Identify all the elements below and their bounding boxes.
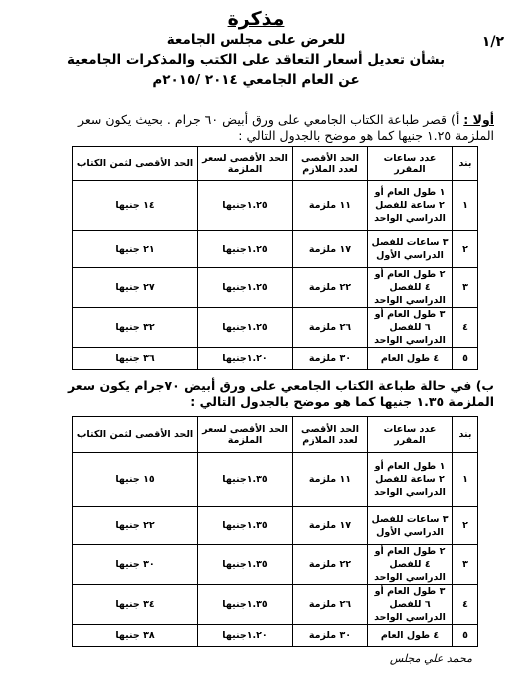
row-sheets: ١٧ ملزمة [293, 507, 368, 545]
row-sheet-price: ١.٢٥جنيها [198, 181, 293, 231]
table-b-header-row [73, 417, 478, 453]
row-sheet-price: ١.٢٥جنيها [198, 231, 293, 268]
table-a [72, 146, 478, 370]
row-sheets: ٢٢ ملزمة [293, 545, 368, 585]
row-book-price: ٣٠ جنيها [73, 545, 198, 585]
table-row [73, 545, 478, 585]
section-b-text: ب) في حالة طباعة الكتاب الجامعي على ورق أبيض ٧٠جرام يكون سعر الملزمة ١.٣٥ جنيها كما هو موضح بالجدول التالي : [67, 378, 494, 409]
col-header-no: بند [453, 417, 478, 453]
table-row [73, 507, 478, 545]
row-hours: ٣ طول العام أو ٦ للفصل الدراسي الواحد [368, 585, 453, 625]
page-corner-mark: ١/٢ [481, 34, 504, 50]
row-no: ١ [453, 181, 478, 231]
row-book-price: ١٤ جنيها [73, 181, 198, 231]
table-row [73, 268, 478, 308]
row-sheets: ١٧ ملزمة [293, 231, 368, 268]
row-sheet-price: ١.٢٠جنيها [198, 348, 293, 370]
row-hours: ٤ طول العام [368, 625, 453, 647]
row-sheet-price: ١.٢٥جنيها [198, 308, 293, 348]
row-book-price: ٣٦ جنيها [73, 348, 198, 370]
row-sheet-price: ١.٣٥جنيها [198, 507, 293, 545]
col-header-max-book-price: الحد الأقصى لثمن الكتاب [73, 417, 198, 453]
col-header-no: بند [453, 147, 478, 181]
col-header-max-sheets: الحد الأقصى لعدد الملازم [293, 147, 368, 181]
table-a-header-row [73, 147, 478, 181]
section-a-lead: أولا : [463, 112, 494, 127]
row-book-price: ٢١ جنيها [73, 231, 198, 268]
table-row [73, 453, 478, 507]
row-no: ٢ [453, 231, 478, 268]
row-hours: ١ طول العام أو ٢ ساعة للفصل الدراسي الواحد [368, 181, 453, 231]
row-hours: ٢ طول العام أو ٤ للفصل الدراسي الواحد [368, 268, 453, 308]
row-hours: ٢ طول العام أو ٤ للفصل الدراسي الواحد [368, 545, 453, 585]
row-no: ٥ [453, 625, 478, 647]
memo-title: مذكرة [227, 8, 285, 30]
row-no: ٥ [453, 348, 478, 370]
col-header-max-sheet-price: الحد الأقصى لسعر الملزمة [198, 417, 293, 453]
row-hours: ٣ ساعات للفصل الدراسي الأول [368, 507, 453, 545]
row-sheets: ٢٦ ملزمة [293, 308, 368, 348]
row-book-price: ٢٢ جنيها [73, 507, 198, 545]
row-no: ٢ [453, 507, 478, 545]
col-header-hours: عدد ساعات المقرر [368, 147, 453, 181]
row-sheets: ١١ ملزمة [293, 181, 368, 231]
table-row [73, 308, 478, 348]
section-a-body: أ) قصر طباعة الكتاب الجامعي على ورق أبيض ٦٠ جرام . بحيث يكون سعر الملزمة ١.٢٥ جنيها كما هو موضح بالجدول التالي : [77, 112, 494, 143]
row-book-price: ٣٤ جنيها [73, 585, 198, 625]
col-header-max-sheets: الحد الأقصى لعدد الملازم [293, 417, 368, 453]
row-sheet-price: ١.٣٥جنيها [198, 585, 293, 625]
row-hours: ٣ طول العام أو ٦ للفصل الدراسي الواحد [368, 308, 453, 348]
row-book-price: ٣٨ جنيها [73, 625, 198, 647]
row-sheets: ٣٠ ملزمة [293, 348, 368, 370]
row-sheet-price: ١.٢٠جنيها [198, 625, 293, 647]
col-header-max-book-price: الحد الأقصى لثمن الكتاب [73, 147, 198, 181]
row-book-price: ٣٢ جنيها [73, 308, 198, 348]
row-sheet-price: ١.٣٥جنيها [198, 453, 293, 507]
table-row [73, 585, 478, 625]
table-row [73, 181, 478, 231]
row-hours: ١ طول العام أو ٢ ساعة للفصل الدراسي الواحد [368, 453, 453, 507]
row-no: ٣ [453, 268, 478, 308]
row-sheets: ٣٠ ملزمة [293, 625, 368, 647]
memo-subtitle-1: للعرض على مجلس الجامعة [166, 32, 346, 48]
row-no: ٤ [453, 585, 478, 625]
table-row [73, 348, 478, 370]
row-no: ٤ [453, 308, 478, 348]
row-sheets: ٢٢ ملزمة [293, 268, 368, 308]
table-b [72, 416, 478, 647]
table-row [73, 231, 478, 268]
col-header-hours: عدد ساعات المقرر [368, 417, 453, 453]
row-book-price: ٢٧ جنيها [73, 268, 198, 308]
row-sheets: ٢٦ ملزمة [293, 585, 368, 625]
row-hours: ٣ ساعات للفصل الدراسي الأول [368, 231, 453, 268]
row-sheet-price: ١.٣٥جنيها [198, 545, 293, 585]
row-sheets: ١١ ملزمة [293, 453, 368, 507]
row-hours: ٤ طول العام [368, 348, 453, 370]
row-no: ١ [453, 453, 478, 507]
section-a-text [40, 112, 494, 144]
table-row [73, 625, 478, 647]
handwritten-signature: محمد علي مجلس [389, 652, 472, 665]
col-header-max-sheet-price: الحد الأقصى لسعر الملزمة [198, 147, 293, 181]
row-book-price: ١٥ جنيها [73, 453, 198, 507]
row-sheet-price: ١.٢٥جنيها [198, 268, 293, 308]
row-no: ٣ [453, 545, 478, 585]
memo-subtitle-2: بشأن تعديل أسعار التعاقد على الكتب والمذكرات الجامعية [66, 52, 446, 68]
memo-subtitle-3: عن العام الجامعي ٢٠١٤ /٢٠١٥م [152, 72, 360, 88]
